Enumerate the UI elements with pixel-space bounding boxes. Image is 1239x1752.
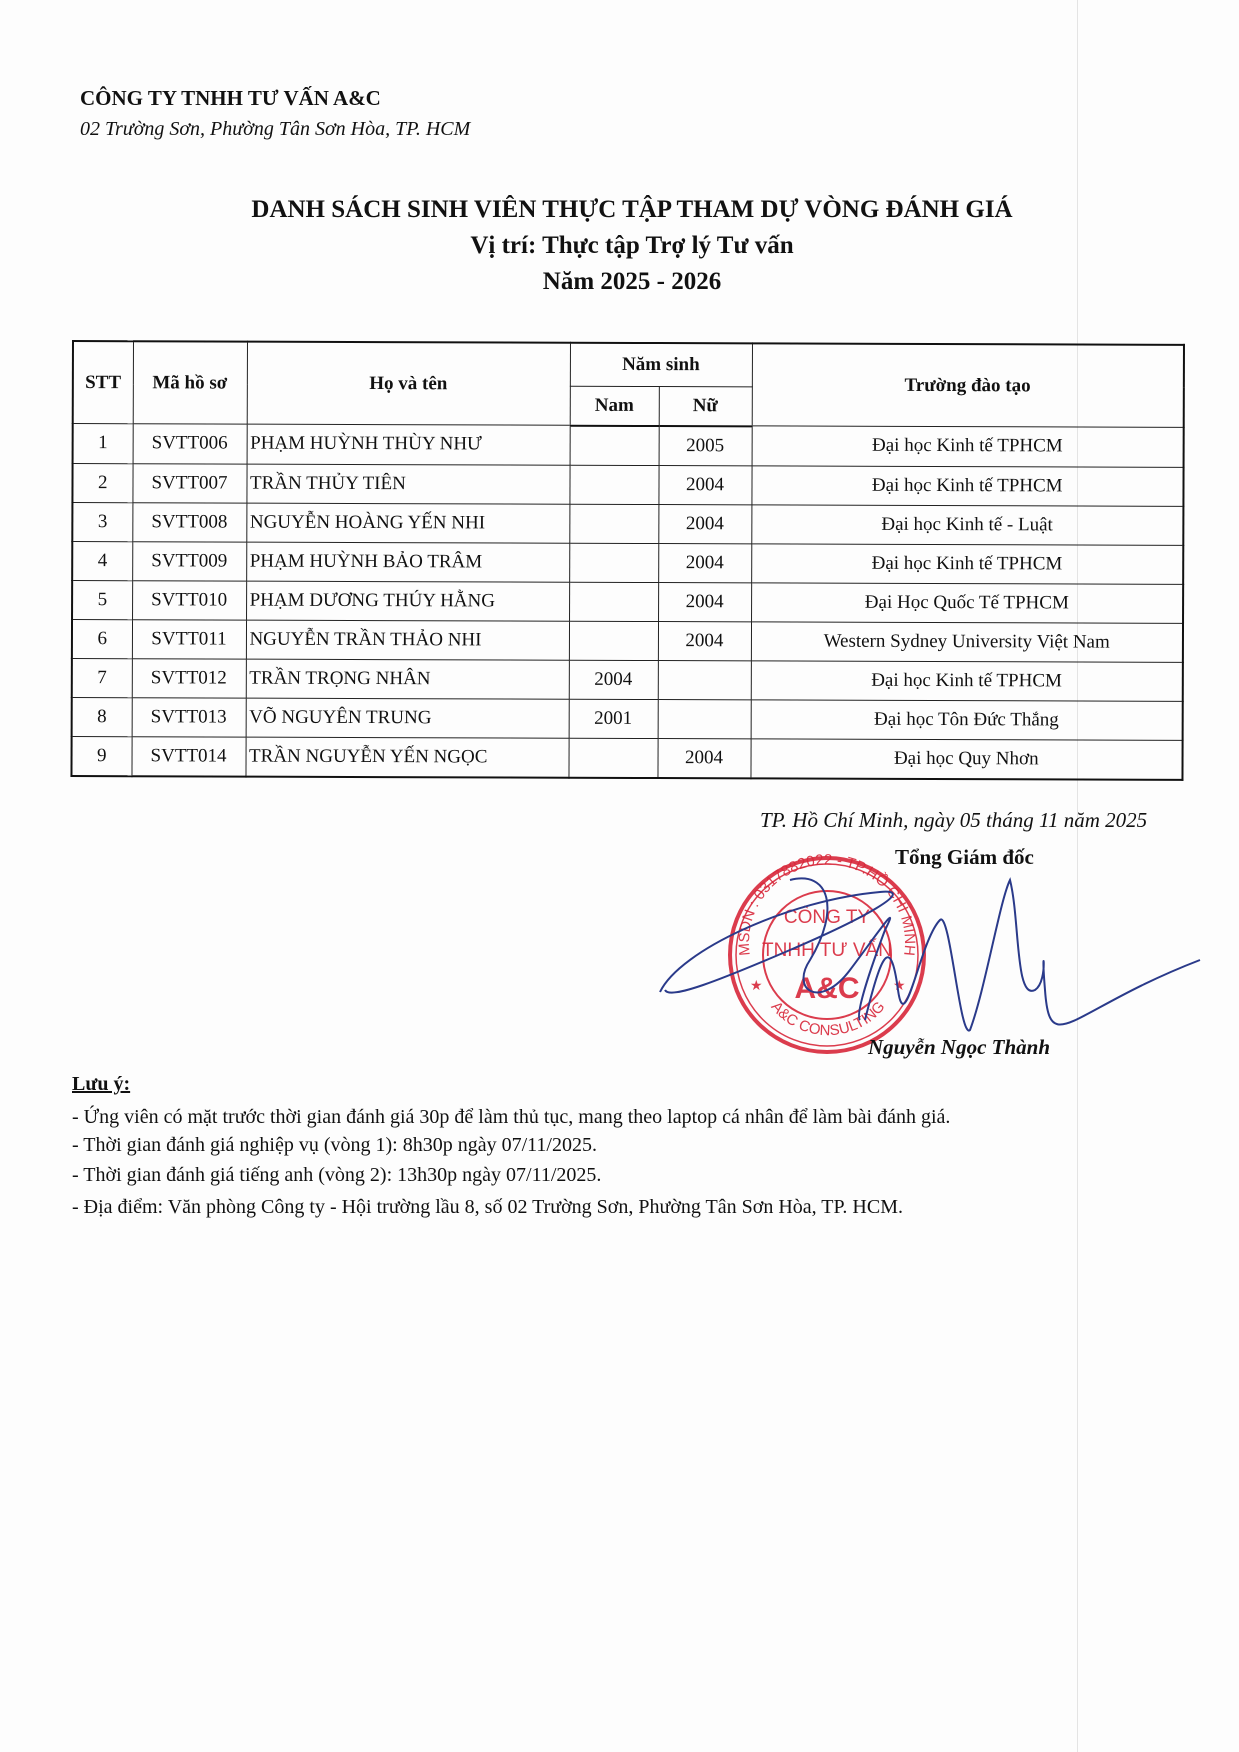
table-row: [72, 658, 1183, 701]
table-row: [73, 424, 1184, 467]
signer-name: Nguyễn Ngọc Thành: [868, 1035, 1051, 1059]
year-title: Năm 2025 - 2026: [542, 268, 722, 295]
cell-male: 2001: [569, 699, 658, 738]
cell-school: Đại học Kinh tế TPHCM: [752, 426, 1184, 467]
svg-text:★: ★: [750, 977, 763, 993]
svg-text:MSDN : 0317882022 - TP.HỒ CHÍ: MSDN : 0317882022 - TP.HỒ CHÍ MINH: [735, 851, 919, 957]
cell-code: SVTT007: [132, 463, 246, 502]
cell-female: 2004: [658, 582, 751, 621]
cell-stt: 6: [72, 619, 132, 658]
table-row: [71, 736, 1182, 779]
header-name: Họ và tên: [247, 342, 570, 426]
signing-date: TP. Hồ Chí Minh, ngày 05 tháng 11 năm 2025: [760, 808, 1148, 832]
company-name: CÔNG TY TNHH TƯ VẤN A&C: [80, 86, 381, 110]
note-item: - Thời gian đánh giá nghiệp vụ (vòng 1): 8h30p ngày 07/11/2025.: [72, 1134, 597, 1156]
table-row: [72, 502, 1183, 545]
table-row: [72, 541, 1183, 584]
svg-text:A&C: A&C: [794, 972, 860, 1005]
cell-male: [569, 543, 658, 582]
note-item: - Thời gian đánh giá tiếng anh (vòng 2): 13h30p ngày 07/11/2025.: [72, 1164, 602, 1186]
cell-school: Đại Học Quốc Tế TPHCM: [751, 582, 1183, 623]
cell-male: [569, 582, 658, 621]
cell-code: SVTT009: [132, 541, 246, 580]
cell-female: 2004: [658, 621, 751, 660]
signer-role: Tổng Giám đốc: [895, 845, 1034, 869]
student-table: [70, 340, 1185, 780]
cell-code: SVTT012: [132, 658, 246, 697]
cell-stt: 2: [72, 463, 132, 502]
cell-name: PHẠM HUỲNH THÙY NHƯ: [247, 424, 570, 465]
note-item: - Địa điểm: Văn phòng Công ty - Hội trường lầu 8, số 02 Trường Sơn, Phường Tân Sơn Hòa, TP. HCM.: [72, 1196, 903, 1218]
cell-male: [570, 425, 659, 465]
cell-stt: 5: [72, 580, 132, 619]
svg-text:CÔNG TY: CÔNG TY: [783, 907, 871, 928]
svg-text:A&C CONSULTING: A&C CONSULTING: [767, 998, 889, 1040]
cell-female: 2005: [659, 426, 752, 466]
cell-female: [658, 660, 751, 699]
cell-name: NGUYỄN HOÀNG YẾN NHI: [246, 503, 569, 543]
cell-name: PHẠM DƯƠNG THÚY HẰNG: [246, 581, 569, 621]
cell-female: [658, 699, 751, 738]
cell-code: SVTT006: [133, 424, 247, 464]
cell-male: [568, 738, 657, 778]
cell-code: SVTT011: [132, 619, 246, 658]
cell-school: Đại học Tôn Đức Thắng: [751, 699, 1183, 740]
cell-male: [569, 465, 658, 504]
cell-code: SVTT013: [132, 697, 246, 736]
cell-female: 2004: [658, 543, 751, 582]
table-row: [72, 697, 1183, 740]
cell-school: Đại học Kinh tế TPHCM: [751, 660, 1183, 701]
header-male: Nam: [570, 386, 659, 426]
cell-name: VÕ NGUYÊN TRUNG: [246, 698, 569, 738]
cell-name: TRẦN NGUYỄN YẾN NGỌC: [245, 737, 568, 778]
cell-school: Đại học Kinh tế - Luật: [751, 504, 1183, 545]
cell-school: Đại học Kinh tế TPHCM: [751, 543, 1183, 584]
cell-school: Đại học Kinh tế TPHCM: [751, 465, 1183, 506]
header-code: Mã hồ sơ: [133, 341, 247, 424]
cell-name: TRẦN THỦY TIÊN: [246, 464, 569, 504]
cell-school: Western Sydney University Việt Nam: [751, 621, 1183, 662]
cell-code: SVTT008: [132, 502, 246, 541]
cell-male: [569, 504, 658, 543]
table-row: [72, 580, 1183, 623]
cell-male: [569, 621, 658, 660]
cell-male: 2004: [569, 660, 658, 699]
cell-school: Đại học Quy Nhơn: [750, 738, 1182, 779]
note-item: - Ứng viên có mặt trước thời gian đánh giá 30p để làm thủ tục, mang theo laptop cá nhân để làm bài đánh giá.: [72, 1106, 951, 1128]
header-birth-year: Năm sinh: [570, 343, 752, 387]
cell-female: 2004: [657, 738, 750, 778]
cell-stt: 9: [71, 736, 131, 776]
cell-stt: 3: [72, 502, 132, 541]
document-title: DANH SÁCH SINH VIÊN THỰC TẬP THAM DỰ VÒNG ĐÁNH GIÁ: [251, 196, 1013, 223]
position-title: Vị trí: Thực tập Trợ lý Tư vấn: [470, 232, 794, 259]
svg-text:★: ★: [893, 977, 906, 993]
header-stt: STT: [73, 341, 133, 424]
header-school: Trường đào tạo: [752, 343, 1184, 427]
cell-stt: 1: [73, 424, 133, 464]
cell-female: 2004: [658, 465, 751, 504]
cell-stt: 4: [72, 541, 132, 580]
cell-name: PHẠM HUỲNH BẢO TRÂM: [246, 542, 569, 582]
cell-stt: 8: [72, 697, 132, 736]
table-row: [72, 463, 1183, 506]
cell-code: SVTT010: [132, 580, 246, 619]
cell-female: 2004: [658, 504, 751, 543]
cell-stt: 7: [72, 658, 132, 697]
notes-heading: Lưu ý:: [72, 1073, 131, 1095]
cell-name: TRẦN TRỌNG NHÂN: [246, 659, 569, 699]
header-female: Nữ: [659, 386, 752, 426]
table-row: [72, 619, 1183, 662]
company-address: 02 Trường Sơn, Phường Tân Sơn Hòa, TP. HCM: [80, 118, 471, 140]
cell-name: NGUYỄN TRẦN THẢO NHI: [246, 620, 569, 660]
svg-text:TNHH TƯ VẤN: TNHH TƯ VẤN: [762, 940, 892, 961]
cell-code: SVTT014: [131, 736, 245, 776]
